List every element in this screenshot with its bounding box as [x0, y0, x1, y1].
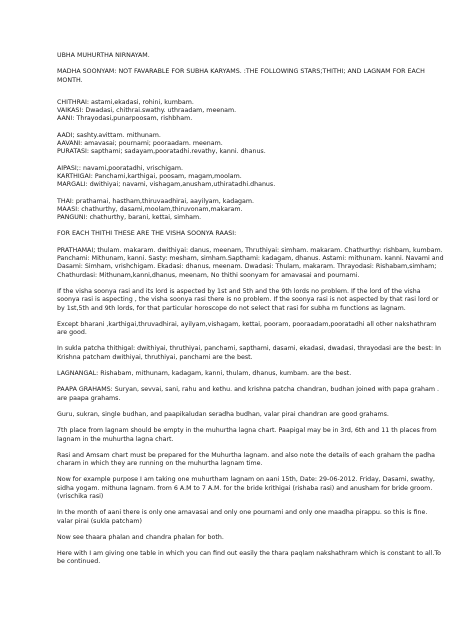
- month-list-group-4: [57, 198, 444, 223]
- thithi-heading: FOR EACH THITHI THESE ARE THE VISHA SOONYA RAASI:: [57, 230, 237, 238]
- intro-paragraph: MADHA SOONYAM: NOT FAVARABLE FOR SUBHA KARYAMS. :THE FOLLOWING STARS;THITHI; AND LAGNAM FOR EACH MONTH.: [57, 68, 425, 84]
- nakshathram-exception-paragraph: Except bharani ,karthigai,thruvadhirai, ayilyam,vishagam, kettai, pooram, pooraadam,pooratadhi all other nakshathram are good.: [57, 320, 437, 337]
- month-line: PURATASI: sapthami; sadayam,pooratadhi.revathy, kanni. dhanus.: [57, 148, 266, 156]
- lagnangal-paragraph: LAGNANGAL: Rishabam, mithunam, kadagam, kanni, thulam, dhanus, kumbam. are the best.: [57, 370, 352, 378]
- table-note-paragraph: Here with I am giving one table in which you can find out easily the thara paqlam nakshathram which is constant to all.To be continued.: [57, 550, 441, 566]
- month-line: AIPASI;: navami,pooratadhi, vrischigam.: [57, 164, 184, 172]
- seventh-place-paragraph: 7th place from lagnam should be empty in the muhurtha lagna chart. Paapigal may be in 3rd, 6th and 11 th places from lagnam in the muhurtha lagna chart.: [57, 427, 437, 443]
- month-list-group-3: [57, 165, 444, 190]
- sukla-patcha-paragraph: In sukla patcha thithigal: dwithiyai, thruthiyai, panchami, sapthami, dasami, ekadasi, dwadasi, thrayodasi are the best: In Krishna patcham dwithiyai, thruthiyai, panchami are the best.: [57, 345, 441, 361]
- thaara-phalan-paragraph: Now see thaara phalan and chandra phalan for both.: [57, 533, 224, 541]
- example-muhurtham-paragraph: Now for example purpose I am taking one muhurtham lagnam on aani 15th, Date: 29-06-2012. Friday, Dasami, swathy, sidha yogam. mithuna lagnam. from 6 A.M to 7 A.M. for the bride krithigai (rishaba rasi) and anusham for bride groom.(vrischika rasi): [57, 476, 435, 500]
- month-line: VAIKASI: Dwadasi, chithrai.swathy. uthraadam, meenam.: [57, 107, 237, 115]
- month-line: PANGUNI: chathurthy, barani, kettai, simham.: [57, 214, 202, 222]
- month-list-group-2: [57, 132, 444, 157]
- month-line: AAVANI: amavasai; pournami; pooraadam. meenam.: [57, 140, 223, 148]
- good-grahams-paragraph: Guru, sukran, single budhan, and paapikaludan seradha budhan, valar pirai chandran are good grahams.: [57, 410, 389, 418]
- aspect-rule-paragraph: If the visha soonya rasi and its lord is aspected by 1st and 5th and the 9th lords no problem. If the lord of the visha soonya rasi is aspecting , the visha soonya rasi there is no problem. If the soonya rasi is not aspected by that rasi lord or by 1st,5th and 9th lords, for that particular horoscope do not select that rasi for subha m functions as lagnam.: [57, 287, 439, 312]
- thithi-soonya-list: PRATHAMAI; thulam. makaram. dwithiyai: danus, meenam, Thruthiyai: simham. makaram. Chathurthy: rishbam, kumbam. Panchami: Mithunam, kanni. Sasty: mesham, simham.Sapthami: kadagam, dhanus. Astami: mithunam. kanni. Navami and Dasami: Simham, vrishchigam. Ekadasi: dhanus, meenam. Dwadasi: Thulam, makaram. Thrayodasi: Rishabam,simham; Chathurdasi: Mithunam,kanni,dhanus, meenam, No thithi soonyam for amavasai and pournami.: [57, 246, 444, 279]
- month-line: CHITHRAI: astami,ekadasi, rohini, kumbam.: [57, 98, 194, 106]
- month-line: MARGALI: dwithiyai; navami, vishagam,anusham,uthiratadhi.dhanus.: [57, 181, 276, 189]
- paapa-grahams-paragraph: PAAPA GRAHAMS: Suryan, sevvai, sani, rahu and kethu. and krishna patcha chandran, budhan joined with papa graham . are paapa grahams.: [57, 386, 439, 402]
- month-line: AANI: Thrayodasi,punarpoosam, rishbham.: [57, 115, 193, 123]
- month-list-group-1: [57, 99, 444, 124]
- month-line: AADI; sashty.avittam. mithunam.: [57, 131, 161, 139]
- aani-month-paragraph: In the month of aani there is only one amavasai and only one pournami and only one maadha pirappu. so this is fine. valar pirai (sukla patcham): [57, 509, 428, 525]
- month-line: KARTHIGAI: Panchami,karthigai, poosam, magam,moolam.: [57, 172, 242, 180]
- document-title: UBHA MUHURTHA NIRNAYAM.: [57, 52, 150, 59]
- month-line: MAASI: chathurthy, dasami,moolam,thiruvonam,makaram.: [57, 205, 243, 213]
- rasi-amsam-paragraph: Rasi and Amsam chart must be prepared for the Muhurtha lagnam. and also note the details of each graham the padha charam in which they are running on the muhurtha lagnam time.: [57, 451, 436, 468]
- month-line: THAI: prathamai, hastham,thiruvaadhirai, aayilyam, kadagam.: [57, 197, 255, 205]
